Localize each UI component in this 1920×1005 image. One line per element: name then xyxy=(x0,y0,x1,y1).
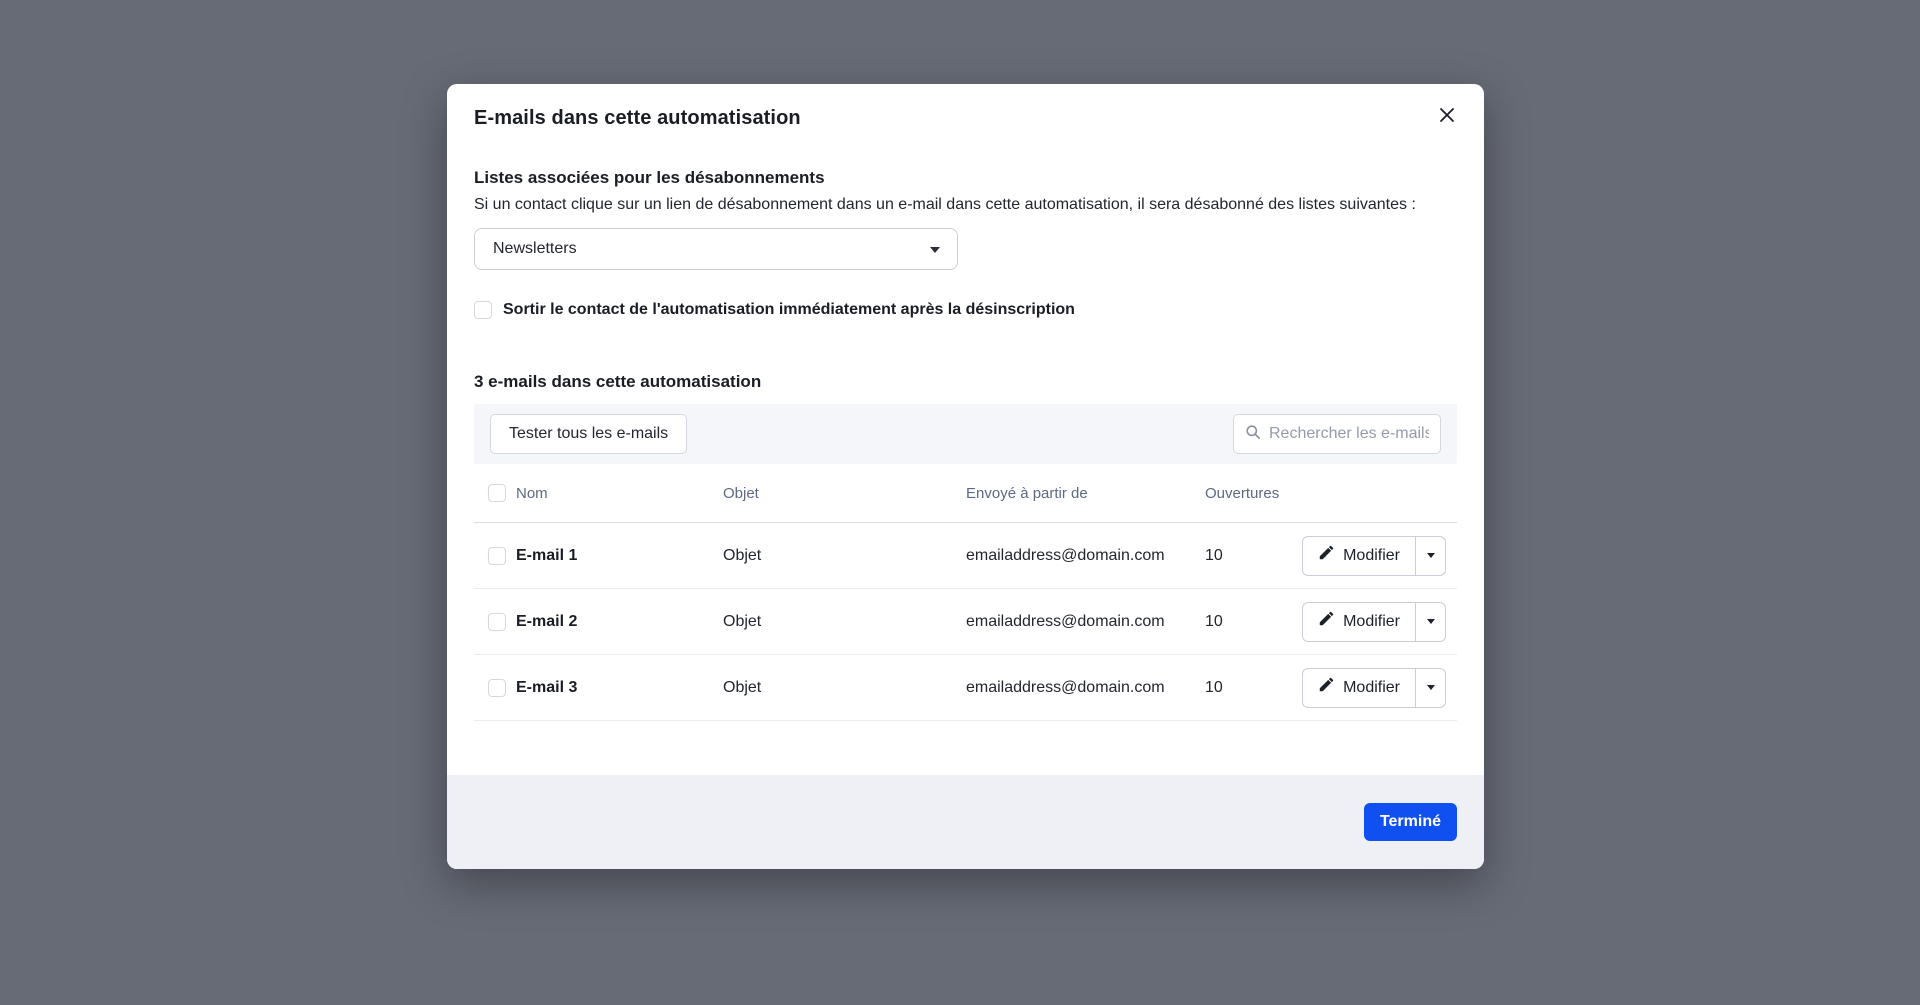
exit-automation-checkbox-label: Sortir le contact de l'automatisation immédiatement après la désinscription xyxy=(503,301,1075,318)
column-header-opens: Ouvertures xyxy=(1205,484,1280,502)
emails-table xyxy=(474,464,1457,721)
email-search-box xyxy=(1233,414,1441,454)
email-name: E-mail 2 xyxy=(516,612,578,630)
unsubscribe-lists-description: Si un contact clique sur un lien de désabonnement dans un e-mail dans cette automatisation, il sera désabonné des listes suivantes : xyxy=(474,196,1416,213)
row-checkbox[interactable] xyxy=(488,613,506,631)
email-sent-from: emailaddress@domain.com xyxy=(966,678,1165,696)
row-checkbox[interactable] xyxy=(488,547,506,565)
modify-button[interactable] xyxy=(1302,536,1415,576)
modify-button-label: Modifier xyxy=(1343,612,1400,630)
modify-dropdown-button[interactable] xyxy=(1415,668,1446,708)
modify-button-label: Modifier xyxy=(1343,678,1400,696)
row-actions xyxy=(1302,536,1446,576)
email-name: E-mail 3 xyxy=(516,678,578,696)
modify-button[interactable] xyxy=(1302,668,1415,708)
email-opens: 10 xyxy=(1205,678,1223,696)
pencil-icon xyxy=(1318,545,1334,566)
modal-content xyxy=(447,84,1484,775)
email-search-input[interactable] xyxy=(1269,425,1429,443)
close-button[interactable] xyxy=(1433,102,1461,130)
row-actions xyxy=(1302,668,1446,708)
row-checkbox[interactable] xyxy=(488,679,506,697)
modify-dropdown-button[interactable] xyxy=(1415,602,1446,642)
modify-dropdown-button[interactable] xyxy=(1415,536,1446,576)
chevron-down-icon xyxy=(1427,685,1435,690)
modify-button[interactable] xyxy=(1302,602,1415,642)
unsubscribe-list-select-value: Newsletters xyxy=(493,240,577,257)
email-opens: 10 xyxy=(1205,612,1223,630)
column-header-sent-from: Envoyé à partir de xyxy=(966,484,1088,502)
emails-automation-modal xyxy=(447,84,1484,869)
close-icon xyxy=(1438,106,1456,127)
email-sent-from: emailaddress@domain.com xyxy=(966,546,1165,564)
select-all-checkbox[interactable] xyxy=(488,484,506,502)
emails-toolbar xyxy=(474,404,1457,464)
unsubscribe-lists-heading: Listes associées pour les désabonnements xyxy=(474,168,825,187)
modal-header xyxy=(474,104,1457,132)
unsubscribe-list-select[interactable] xyxy=(474,228,958,270)
table-row xyxy=(474,589,1457,655)
email-subject: Objet xyxy=(723,612,762,630)
email-name: E-mail 1 xyxy=(516,546,578,564)
emails-count-heading: 3 e-mails dans cette automatisation xyxy=(474,372,762,391)
row-actions xyxy=(1302,602,1446,642)
exit-automation-checkbox[interactable] xyxy=(474,301,492,319)
modify-button-label: Modifier xyxy=(1343,546,1400,564)
test-all-emails-button[interactable]: Tester tous les e-mails xyxy=(490,414,687,454)
pencil-icon xyxy=(1318,611,1334,632)
table-row xyxy=(474,655,1457,721)
email-subject: Objet xyxy=(723,678,762,696)
done-button[interactable]: Terminé xyxy=(1364,803,1457,841)
modal-title: E-mails dans cette automatisation xyxy=(474,106,801,129)
emails-table-header xyxy=(474,464,1457,523)
email-opens: 10 xyxy=(1205,546,1223,564)
exit-automation-option xyxy=(474,298,1457,322)
table-row xyxy=(474,523,1457,589)
pencil-icon xyxy=(1318,677,1334,698)
email-sent-from: emailaddress@domain.com xyxy=(966,612,1165,630)
chevron-down-icon xyxy=(1427,553,1435,558)
column-header-subject: Objet xyxy=(723,484,759,502)
chevron-down-icon xyxy=(930,247,940,253)
column-header-name: Nom xyxy=(516,484,548,502)
email-subject: Objet xyxy=(723,546,762,564)
search-icon xyxy=(1245,424,1261,445)
modal-footer xyxy=(447,775,1484,869)
chevron-down-icon xyxy=(1427,619,1435,624)
